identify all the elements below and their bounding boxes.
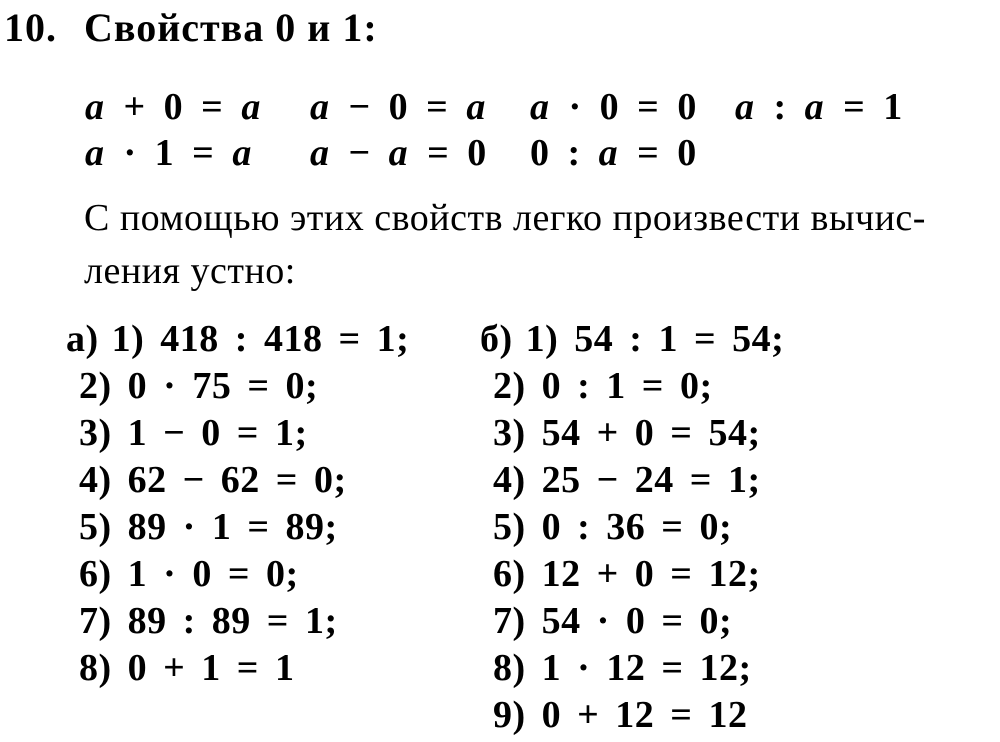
examples-column-b	[480, 316, 784, 739]
formula-a-times-0: a · 0 = 0	[530, 86, 698, 128]
example-b-3: 3) 54 + 0 = 54;	[493, 412, 761, 454]
formula-a-times-1: a · 1 = a	[85, 132, 253, 174]
formula-a-div-a: a : a = 1	[735, 86, 904, 128]
example-b-6: 6) 12 + 0 = 12;	[493, 553, 761, 595]
section-title: Свойства 0 и 1:	[84, 5, 378, 50]
example-a-7: 7) 89 : 89 = 1;	[79, 600, 338, 642]
intro-paragraph	[84, 192, 926, 298]
column-b-label: б)	[480, 318, 513, 360]
example-b-5: 5) 0 : 36 = 0;	[493, 506, 733, 548]
example-b-9: 9) 0 + 12 = 12	[493, 694, 748, 736]
example-b-1	[480, 316, 784, 363]
examples-list	[66, 316, 784, 739]
example-b-2: 2) 0 : 1 = 0;	[493, 365, 713, 407]
properties-row-2	[85, 130, 903, 176]
example-a-3: 3) 1 − 0 = 1;	[79, 412, 308, 454]
properties-table	[85, 84, 903, 176]
formula-a-plus-0: a + 0 = a	[85, 86, 262, 128]
section-number: 10.	[4, 5, 57, 50]
example-a-5: 5) 89 · 1 = 89;	[79, 506, 338, 548]
example-b-8: 8) 1 · 12 = 12;	[493, 647, 752, 689]
example-a-2: 2) 0 · 75 = 0;	[79, 365, 319, 407]
example-a-6: 6) 1 · 0 = 0;	[79, 553, 299, 595]
example-b-4: 4) 25 − 24 = 1;	[493, 459, 761, 501]
section-heading	[4, 6, 378, 50]
example-a-4: 4) 62 − 62 = 0;	[79, 459, 347, 501]
formula-a-minus-0: a − 0 = a	[310, 86, 487, 128]
formula-0-div-a: 0 : a = 0	[530, 132, 698, 174]
paragraph-line-1: С помощью этих свойств легко произвести вычис-	[84, 197, 926, 239]
formula-a-minus-a: a − a = 0	[310, 132, 488, 174]
example-b-7: 7) 54 · 0 = 0;	[493, 600, 733, 642]
examples-column-a	[66, 316, 480, 739]
example-a-8: 8) 0 + 1 = 1	[79, 647, 295, 689]
example-item: 1) 418 : 418 = 1;	[111, 318, 410, 360]
example-a-1	[66, 316, 480, 363]
paragraph-line-2: ления устно:	[84, 250, 296, 292]
column-a-label: а)	[66, 318, 99, 360]
example-item: 1) 54 : 1 = 54;	[525, 318, 785, 360]
properties-row-1	[85, 84, 903, 130]
